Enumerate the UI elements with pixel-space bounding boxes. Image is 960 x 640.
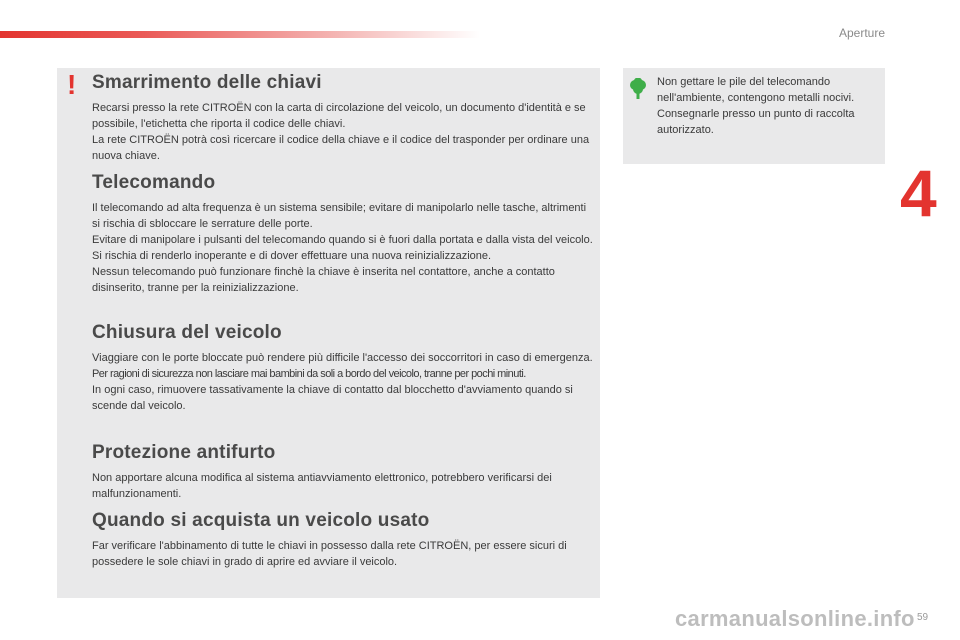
section-paragraph: Nessun telecomando può funzionare finchè la chiave è inserita nel contattore, anche a contatto disinserito, tranne per la reinizializzazione. [92,266,555,294]
top-accent-bar [0,31,480,38]
watermark: carmanualsonline.info [675,606,915,631]
section-paragraph: La rete CITROËN potrà così ricercare il codice della chiave e il codice del trasponder per ordinare una nuova chiave. [92,134,590,162]
main-content-panel [57,68,600,598]
section-title: Smarrimento delle chiavi [92,72,322,93]
page-number: 59 [917,612,929,623]
chapter-number: 4 [900,156,937,230]
section-paragraph: Recarsi presso la rete CITROËN con la carta di circolazione del veicolo, un documento d'identità e se possibile, l'etichetta che riporta il codice delle chiavi. [92,102,586,130]
environment-note-text: Non gettare le pile del telecomando nell'ambiente, contengono metalli nocivi. Consegnarle presso un punto di raccolta autorizzato. [657,76,855,136]
section-paragraph: Viaggiare con le porte bloccate può rendere più difficile l'accesso dei soccorritori in caso di emergenza. [92,352,593,364]
environment-note-panel [623,68,885,164]
section-lost-keys [92,72,597,164]
section-title: Chiusura del veicolo [92,322,282,343]
section-title: Protezione antifurto [92,442,276,463]
section-used-vehicle [92,510,597,570]
warning-icon: ! [67,69,77,100]
section-paragraph: Far verificare l'abbinamento di tutte le chiavi in possesso dalla rete CITROËN, per essere sicuri di possedere le sole chiavi in grado di aprire ed avviare il veicolo. [92,540,567,568]
section-vehicle-locking [92,322,597,414]
section-paragraph: Evitare di manipolare i pulsanti del telecomando quando si è fuori dalla portata e dalla vista del veicolo. Si rischia di renderlo inoperante e di dover effettuare una nuova reinizializzazione. [92,234,593,262]
section-paragraph: Non apportare alcuna modifica al sistema antiavviamento elettronico, potrebbero verificarsi dei malfunzionamenti. [92,472,552,500]
section-paragraph: In ogni caso, rimuovere tassativamente la chiave di contatto dal blocchetto d'avviamento quando si scende dal veicolo. [92,384,573,412]
section-name: Aperture [838,26,885,40]
section-remote-control [92,172,597,296]
section-antitheft [92,442,597,502]
tree-icon [629,78,647,100]
section-title: Telecomando [92,172,216,193]
section-paragraph: Per ragioni di sicurezza non lasciare mai bambini da soli a bordo del veicolo, tranne per pochi minuti. [92,368,526,380]
section-title: Quando si acquista un veicolo usato [92,510,430,531]
section-paragraph: Il telecomando ad alta frequenza è un sistema sensibile; evitare di manipolarlo nelle tasche, altrimenti si rischia di sbloccare le serrature delle porte. [92,202,587,230]
